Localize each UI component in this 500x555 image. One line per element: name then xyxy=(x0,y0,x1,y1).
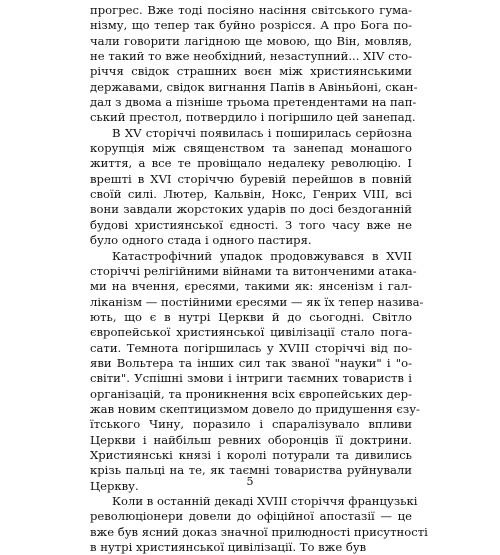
text-line: їтського Чину, поразило і спаралізувало впливи xyxy=(90,417,412,432)
paragraph xyxy=(90,3,418,126)
paragraph xyxy=(90,126,412,249)
text-line: крізь пальці на те, як таємні товариства руйнували xyxy=(90,463,412,478)
text-line: життя, а все те провіщало недалеку революцію. І xyxy=(90,156,412,171)
text-line: ський престол, потвердило і погіршило цей занепад. xyxy=(90,110,416,125)
text-line: Церкви і найбільш ревних оборонців її доктрини. xyxy=(90,432,412,447)
text-line: чали говорити лагідною ще мовою, що Він, мовляв, xyxy=(90,33,412,48)
text-line: світи". Успішні змови і інтриги таємних товариств і xyxy=(90,371,412,386)
text-line: ми на вчення, єресями, такими як: янсенізм і гал- xyxy=(90,279,412,294)
text-line: європейської християнської цивілізації стало пога- xyxy=(90,325,412,340)
text-line: своїй силі. Лютер, Кальвін, Нокс, Генрих VIII, всі xyxy=(90,187,412,202)
text-line: ють, що є в нутрі Церкви й до сьогодні. Світло xyxy=(90,309,412,324)
text-line: в нутрі християнської цивілізації. То вже був xyxy=(90,540,367,555)
text-line: нізму, що тепер так буйно розрісся. А про Бога по- xyxy=(90,18,412,33)
text-line: не такий то вже необхідний, незаступний... XIV сто- xyxy=(90,49,412,64)
text-line: ліканізм — постійними єресями — як їх тепер назива- xyxy=(90,294,424,309)
text-line: будові християнської єдності. З того часу вже не xyxy=(90,217,412,232)
text-line: вже був ясний доказ значної прилюдності присутності xyxy=(90,524,428,539)
paragraph xyxy=(90,248,424,495)
text-line: яви Вольтера та інших сил так званої "науки" і "о- xyxy=(90,355,412,370)
text-line: організацій, та проникнення всіх європейських дер- xyxy=(90,386,412,401)
body-text xyxy=(90,3,428,555)
text-line: сторіччі релігійними війнами та витонченими атака- xyxy=(90,263,417,278)
text-line: врешті в XVI сторіччю буревій перейшов в повній xyxy=(90,171,412,186)
page-number: 5 xyxy=(246,475,254,488)
text-line: революціонери довели до офіційної апостазії — це xyxy=(90,509,412,524)
text-line: сати. Темнота погіршилась у XVIII сторіччі від по- xyxy=(90,340,412,355)
text-line: вони завдали жорстоких ударів по досі бездоганній xyxy=(90,202,412,217)
text-line: дал з двома а пізніше трьома претендентами на пап- xyxy=(90,95,417,110)
text-line: Християнські князі і королі потурали та дивились xyxy=(90,447,412,462)
text-line: жав новим скептицизмом довело до придушення єзу- xyxy=(90,401,420,416)
text-line: державами, свідок вигнання Папів в Авіньйоні, скан- xyxy=(90,79,418,94)
text-line: Катастрофічний упадок продовжувався в XVII xyxy=(112,248,412,263)
text-line: річчя свідок страшних воєн між християнськими xyxy=(90,64,412,79)
text-line: Церкву. xyxy=(90,478,139,493)
paragraph xyxy=(90,494,428,555)
text-line: було одного стада і одного пастиря. xyxy=(90,233,312,248)
text-line: прогрес. Вже тоді посіяно насіння світського гума- xyxy=(90,3,412,17)
text-line: В XV сторіччі появилась і поширилась серйозна xyxy=(112,125,412,140)
text-line: Коли в останній декаді XVIII сторіччя французькі xyxy=(112,494,418,508)
text-line: корупція між священством та занепад монашого xyxy=(90,141,412,156)
